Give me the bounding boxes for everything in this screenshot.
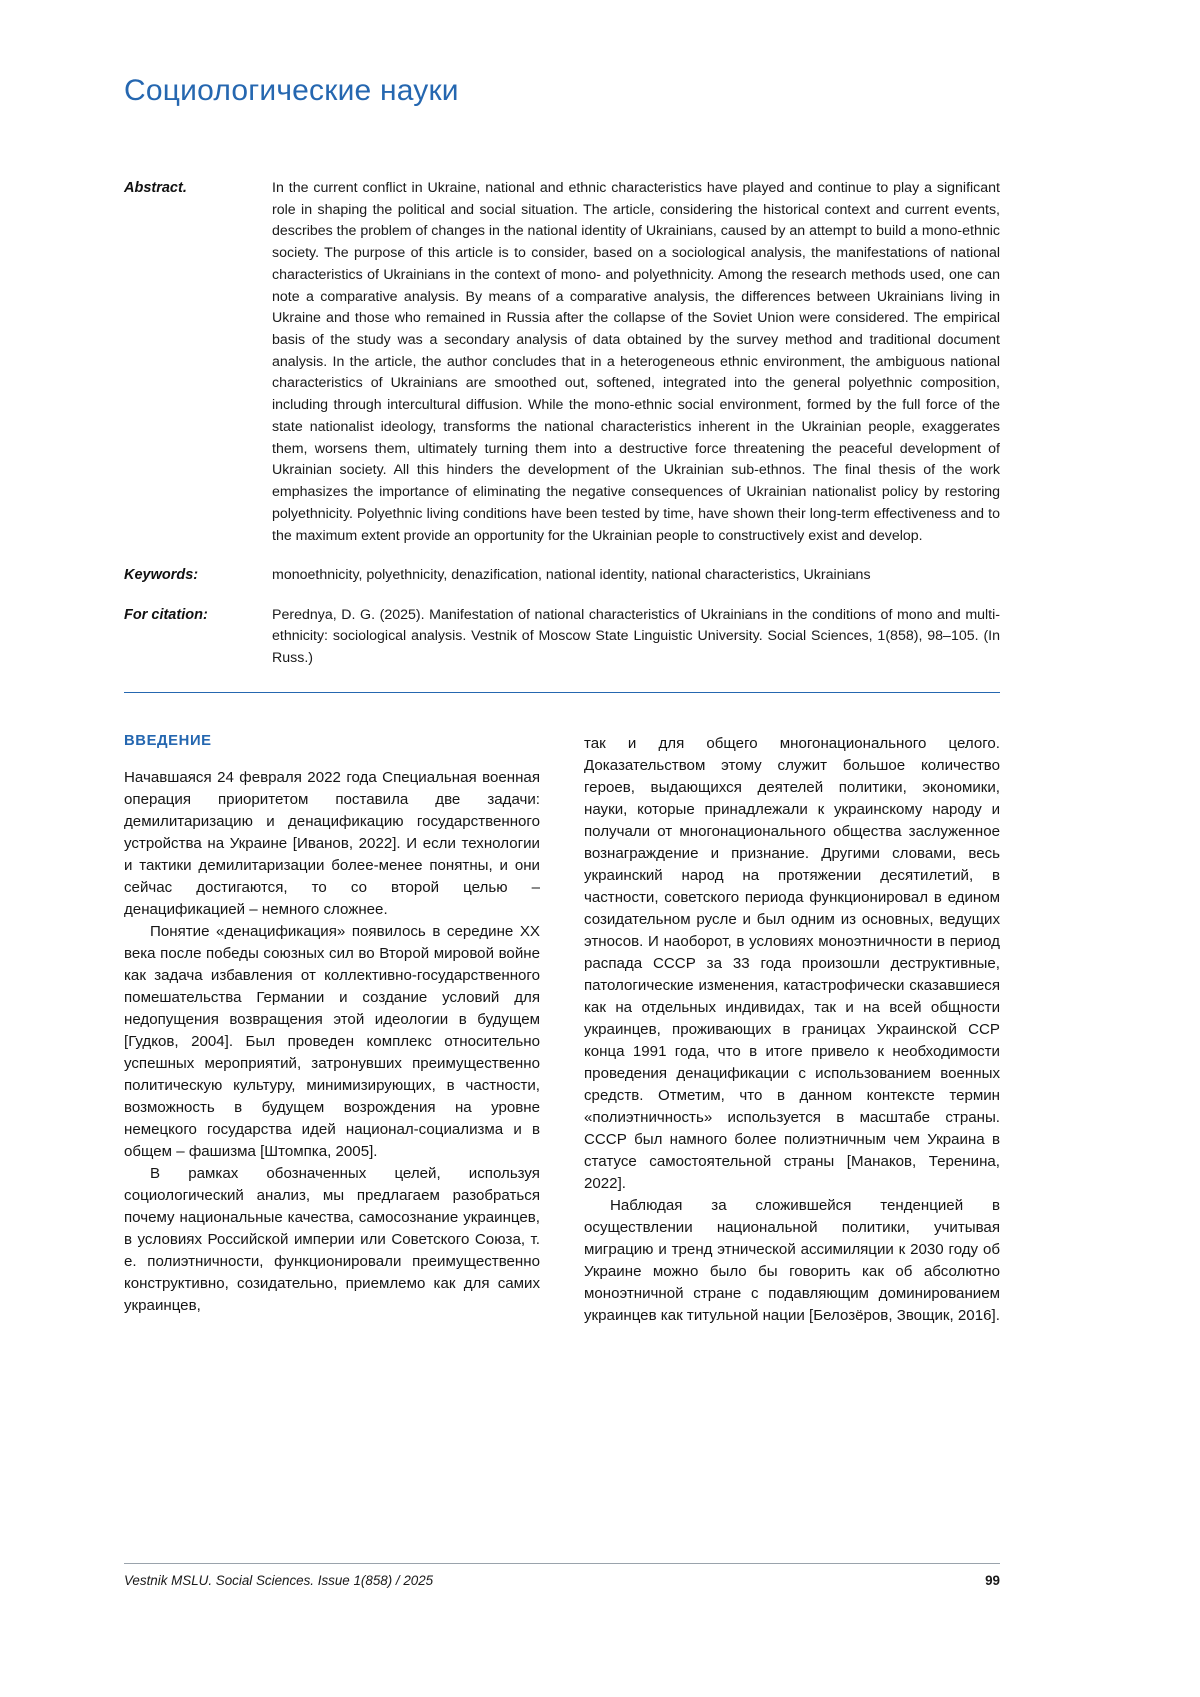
keywords-text: monoethnicity, polyethnicity, denazification, national identity, national characteristics, Ukrainians [272, 567, 871, 584]
abstract-label: Abstract. [124, 180, 187, 196]
right-column [584, 733, 1000, 1328]
abstract-text: In the current conflict in Ukraine, national and ethnic characteristics have played and continue to play a significant role in shaping the political and social situation. The article, considering the historical context and current events, describes the problem of changes in the national identity of Ukrainians, caused by an attempt to build a mono-ethnic society. The purpose of this article is to consider, based on a sociological analysis, the manifestations of national characteristics of Ukrainians in the context of mono- and polyethnicity. Among the research methods used, one can note a comparative analysis. By means of a comparative analysis, the differences between Ukrainians living in Ukraine and those who remained in Russia after the collapse of the Soviet Union were considered. The empirical basis of the study was a secondary analysis of data obtained by the survey method and traditional document analysis. In the article, the author concludes that in a heterogeneous ethnic environment, the ambiguous national characteristics of Ukrainians are smoothed out, softened, integrated into the general polyethnic composition, including through intercultural diffusion. While the mono-ethnic social environment, formed by the full force of the state nationalist ideology, transforms the national characteristics inherent in the Ukrainian people, exaggerates them, worsens them, ultimately turning them into a destructive force threatening the peaceful development of Ukrainian society. All this hinders the development of the Ukrainian sub-ethnos. The final thesis of the work emphasizes the importance of eliminating the negative consequences of Ukrainian nationalist policy by restoring polyethnicity. Polyethnic living conditions have been tested by time, have shown their long-term effectiveness and to the maximum extent provide an opportunity for the Ukrainian people to constructively exist and develop. [272, 180, 1000, 544]
paragraph: Наблюдая за сложившейся тенденцией в осуществлении национальной политики, учитывая миграцию и тренд этнической ассимиляции к 2030 году об Украине можно было бы говорить как об абсолютно моноэтничной стране с подавляющим доминированием украинцев как титульной нации [Белозёров, Звощик, 2016]. [584, 1197, 1000, 1325]
paragraph: Понятие «денацификация» появилось в середине XX века после победы союзных сил во Второй мировой войне как задача избавления от коллективно-государственного помешательства Германии и создание условий для недопущения возвращения этой идеологии в будущем [Гудков, 2004]. Был проведен комплекс относительно успешных мероприятий, затронувших преимущественно политическую культуру, минимизирующих, в частности, возможность в будущем возрождения на уровне немецкого государства идей национал-социализма и в общем – фашизма [Штомпка, 2005]. [124, 922, 540, 1161]
article-metadata [124, 178, 1000, 693]
citation-row [124, 605, 1000, 670]
paragraph: В рамках обозначенных целей, используя социологический анализ, мы предлагаем разобраться почему национальные качества, самосознание украинцев, в условиях Российской империи или Советского Союза, т. е. полиэтничности, функционировали преимущественно конструктивно, созидательно, приемлемо как для самих украинцев, [124, 1165, 540, 1315]
page-number: 99 [985, 1573, 1000, 1588]
paragraph: Начавшаяся 24 февраля 2022 года Специальная военная операция приоритетом поставила две задачи: демилитаризацию и денацификацию государственного устройства на Украине [Иванов, 2022]. И если технологии и тактики демилитаризации более-менее понятны, и они сейчас достигаются, то со второй целью – денацификацией – немного сложнее. [124, 768, 540, 918]
page-content [124, 0, 1000, 1327]
section-heading-introduction: ВВЕДЕНИЕ [124, 732, 212, 749]
citation-text: Perednya, D. G. (2025). Manifestation of national characteristics of Ukrainians in the conditions of mono and multi-ethnicity: sociological analysis. Vestnik of Moscow State Linguistic University. Social Sciences, 1(858), 98–105. (In Russ.) [272, 606, 1000, 666]
journal-reference: Vestnik MSLU. Social Sciences. Issue 1(858) / 2025 [124, 1573, 434, 1588]
page-footer [124, 1563, 1000, 1588]
page-title: Социологические науки [124, 74, 459, 107]
footer-divider [124, 1563, 1000, 1564]
keywords-row [124, 565, 1000, 587]
left-column [124, 733, 540, 1328]
abstract-row [124, 178, 1000, 547]
footer-row [124, 1573, 1000, 1588]
paragraph: так и для общего многонационального целого. Доказательством этому служит большое количество героев, выдающихся деятелей политики, экономики, науки, которые принадлежали к украинскому народу и получали от многонационального общества заслуженное вознаграждение и признание. Другими словами, весь украинский народ на протяжении десятилетий, в частности, советского периода функционировал в едином созидательном русле и был одним из основных, ведущих этносов. И наоборот, в условиях моноэтничности в период распада СССР за 33 года произошли деструктивные, патологические изменения, катастрофически сказавшиеся как на отдельных индивидах, так и на всей общности украинцев, проживающих в границах Украинской ССР конца 1991 года, что в итоге привело к необходимости проведения денацификации с использованием военных средств. Отметим, что в данном контексте термин «полиэтничность» используется в масштабе страны. СССР был намного более полиэтничным чем Украина в статусе самостоятельной страны [Манаков, Теренина, 2022]. [584, 734, 1000, 1193]
body-columns [124, 733, 1000, 1328]
header-divider [124, 692, 1000, 693]
citation-label: For citation: [124, 606, 208, 623]
keywords-label: Keywords: [124, 567, 199, 584]
